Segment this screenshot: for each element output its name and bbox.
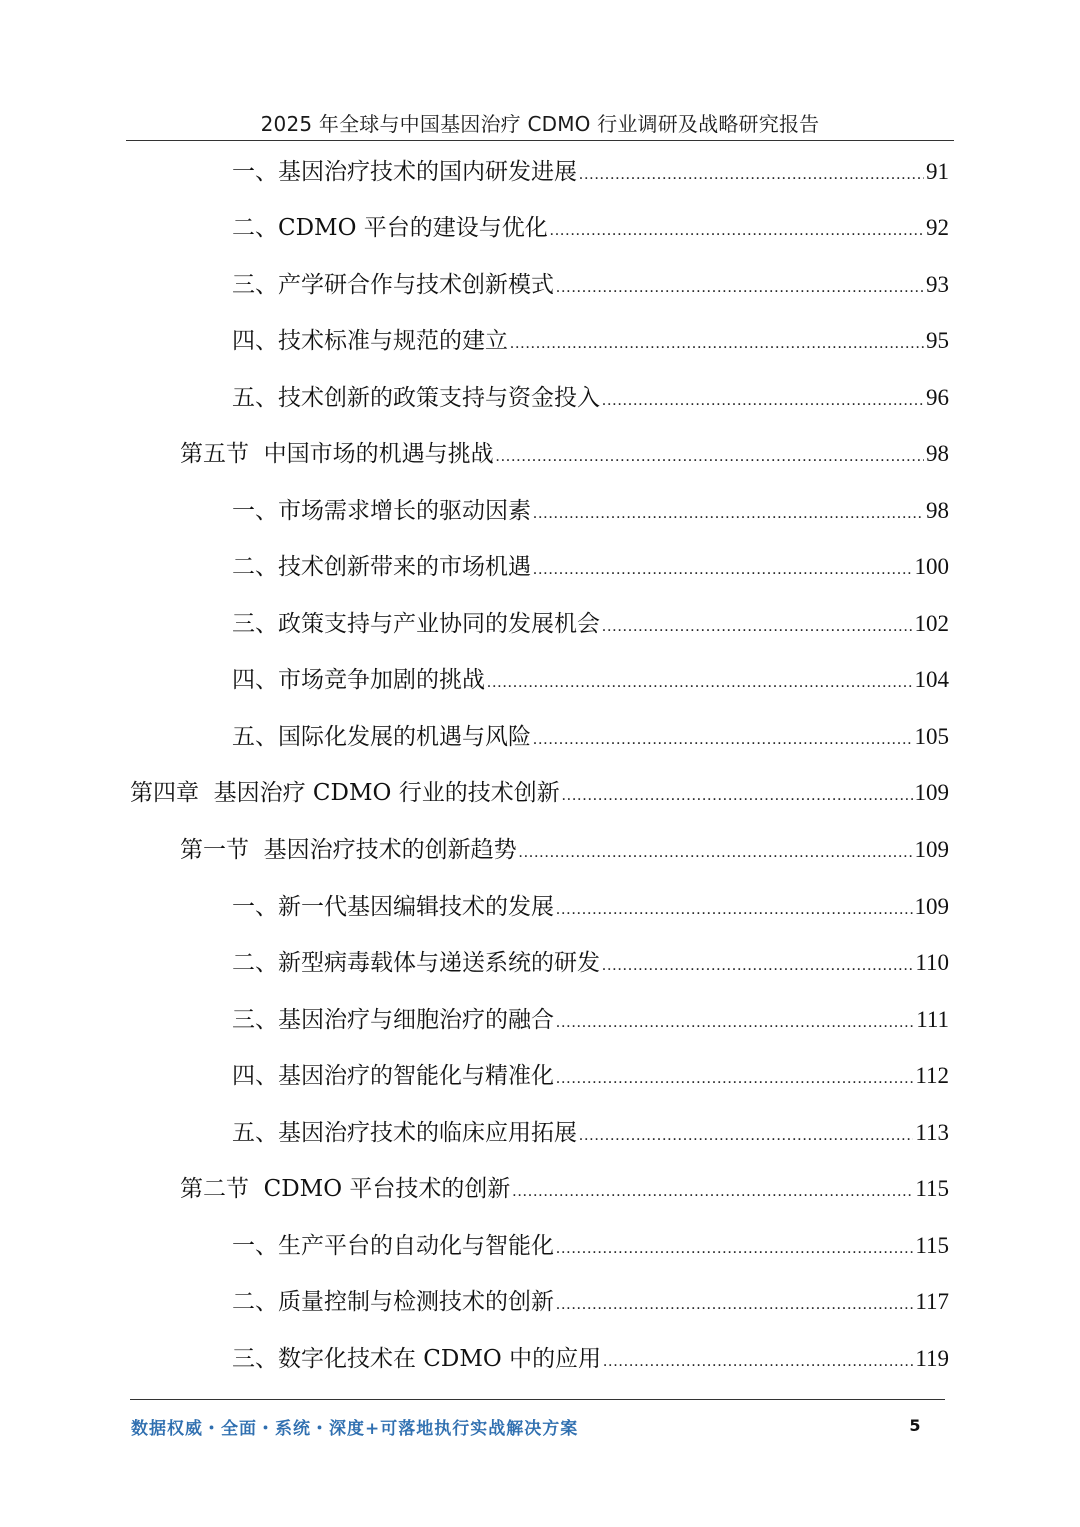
toc-entry-page: 115 xyxy=(915,1176,949,1201)
toc-entry[interactable] xyxy=(232,493,949,529)
toc-entry-label: 四、基因治疗的智能化与精准化 xyxy=(232,1063,554,1089)
toc-entry-label: 第四章 基因治疗 CDMO 行业的技术创新 xyxy=(130,780,560,806)
toc-entry-label: 二、CDMO 平台的建设与优化 xyxy=(232,215,548,241)
running-header-title: 2025 年全球与中国基因治疗 CDMO 行业调研及战略研究报告 xyxy=(260,112,820,136)
footer-divider xyxy=(130,1399,945,1400)
toc-entry[interactable] xyxy=(232,606,949,642)
toc-leader-dots xyxy=(579,1118,913,1154)
toc-entry-label: 五、技术创新的政策支持与资金投入 xyxy=(232,385,600,411)
toc-entry-page: 96 xyxy=(926,385,949,410)
toc-entry-label: 五、国际化发展的机遇与风险 xyxy=(232,724,531,750)
toc-entry-label: 二、质量控制与检测技术的创新 xyxy=(232,1289,554,1315)
toc-entry[interactable] xyxy=(232,380,949,416)
toc-entry-page: 92 xyxy=(926,215,949,240)
toc-entry-page: 112 xyxy=(915,1063,949,1088)
toc-entry-label: 二、新型病毒载体与递送系统的研发 xyxy=(232,950,600,976)
toc-entry-label: 第一节 基因治疗技术的创新趋势 xyxy=(180,837,517,863)
toc-entry-label: 四、技术标准与规范的建立 xyxy=(232,328,508,354)
toc-leader-dots xyxy=(562,778,913,814)
toc-entry[interactable] xyxy=(232,323,949,359)
toc-entry[interactable] xyxy=(180,832,949,868)
toc-leader-dots xyxy=(556,1061,913,1097)
toc-leader-dots xyxy=(496,439,924,475)
toc-entry-page: 109 xyxy=(914,837,949,862)
toc-leader-dots xyxy=(556,892,913,928)
toc-entry-page: 95 xyxy=(926,328,949,353)
toc-entry-label: 五、基因治疗技术的临床应用拓展 xyxy=(232,1120,577,1146)
toc-entry-page: 110 xyxy=(915,950,949,975)
toc-entry-page: 119 xyxy=(915,1346,949,1371)
toc-leader-dots xyxy=(602,948,913,984)
toc-entry[interactable] xyxy=(232,549,949,585)
toc-entry[interactable] xyxy=(232,1115,949,1151)
toc-entry[interactable] xyxy=(232,1002,949,1038)
toc-entry[interactable] xyxy=(232,945,949,981)
toc-entry-page: 102 xyxy=(914,611,949,636)
toc-entry-page: 109 xyxy=(914,780,949,805)
toc-entry[interactable] xyxy=(130,775,949,811)
toc-leader-dots xyxy=(556,270,924,306)
toc-entry-page: 113 xyxy=(915,1120,949,1145)
toc-entry[interactable] xyxy=(232,1058,949,1094)
toc-entry[interactable] xyxy=(232,267,949,303)
toc-leader-dots xyxy=(533,496,924,532)
toc-entry[interactable] xyxy=(232,1284,949,1320)
toc-entry[interactable] xyxy=(232,719,949,755)
toc-entry-page: 93 xyxy=(926,272,949,297)
toc-entry-label: 三、数字化技术在 CDMO 中的应用 xyxy=(232,1346,602,1372)
toc-leader-dots xyxy=(556,1231,913,1267)
toc-entry-label: 四、市场竞争加剧的挑战 xyxy=(232,667,485,693)
toc-entry-label: 第五节 中国市场的机遇与挑战 xyxy=(180,441,494,467)
toc-entry[interactable] xyxy=(232,889,949,925)
toc-entry-page: 98 xyxy=(926,498,949,523)
toc-entry-page: 91 xyxy=(926,159,949,184)
toc-leader-dots xyxy=(603,1344,913,1380)
footer-page-number: 5 xyxy=(909,1416,921,1435)
toc-leader-dots xyxy=(510,326,924,362)
toc-entry-page: 109 xyxy=(914,894,949,919)
toc-entry-label: 二、技术创新带来的市场机遇 xyxy=(232,554,531,580)
toc-entry-page: 117 xyxy=(915,1289,949,1314)
toc-entry-label: 三、基因治疗与细胞治疗的融合 xyxy=(232,1007,554,1033)
toc-entry-label: 三、产学研合作与技术创新模式 xyxy=(232,272,554,298)
toc-entry[interactable] xyxy=(232,210,949,246)
toc-entry-label: 一、市场需求增长的驱动因素 xyxy=(232,498,531,524)
toc-entry-label: 第二节 CDMO 平台技术的创新 xyxy=(180,1176,511,1202)
toc-leader-dots xyxy=(519,835,913,871)
toc-entry[interactable] xyxy=(232,154,949,190)
toc-leader-dots xyxy=(556,1005,914,1041)
toc-leader-dots xyxy=(602,609,913,645)
toc-entry-page: 115 xyxy=(915,1233,949,1258)
toc-entry[interactable] xyxy=(180,1171,949,1207)
toc-entry[interactable] xyxy=(232,1228,949,1264)
toc-leader-dots xyxy=(602,383,924,419)
toc-entry[interactable] xyxy=(232,662,949,698)
toc-leader-dots xyxy=(512,1174,913,1210)
toc-entry-label: 三、政策支持与产业协同的发展机会 xyxy=(232,611,600,637)
toc-entry-page: 105 xyxy=(914,724,949,749)
toc-entry-page: 98 xyxy=(926,441,949,466)
toc-leader-dots xyxy=(556,1287,913,1323)
toc-entry[interactable] xyxy=(180,436,949,472)
toc-entry-label: 一、基因治疗技术的国内研发进展 xyxy=(232,159,577,185)
toc-entry-page: 104 xyxy=(914,667,949,692)
toc-entry[interactable] xyxy=(232,1341,949,1377)
toc-leader-dots xyxy=(550,213,924,249)
toc-entry-page: 111 xyxy=(916,1007,949,1032)
toc-leader-dots xyxy=(533,552,913,588)
toc-leader-dots xyxy=(579,157,924,193)
toc-leader-dots xyxy=(487,665,913,701)
footer-slogan: 数据权威・全面・系统・深度+可落地执行实战解决方案 xyxy=(131,1419,579,1439)
toc-entry-label: 一、生产平台的自动化与智能化 xyxy=(232,1233,554,1259)
toc-entry-page: 100 xyxy=(914,554,949,579)
toc-entry-label: 一、新一代基因编辑技术的发展 xyxy=(232,894,554,920)
toc-leader-dots xyxy=(533,722,913,758)
